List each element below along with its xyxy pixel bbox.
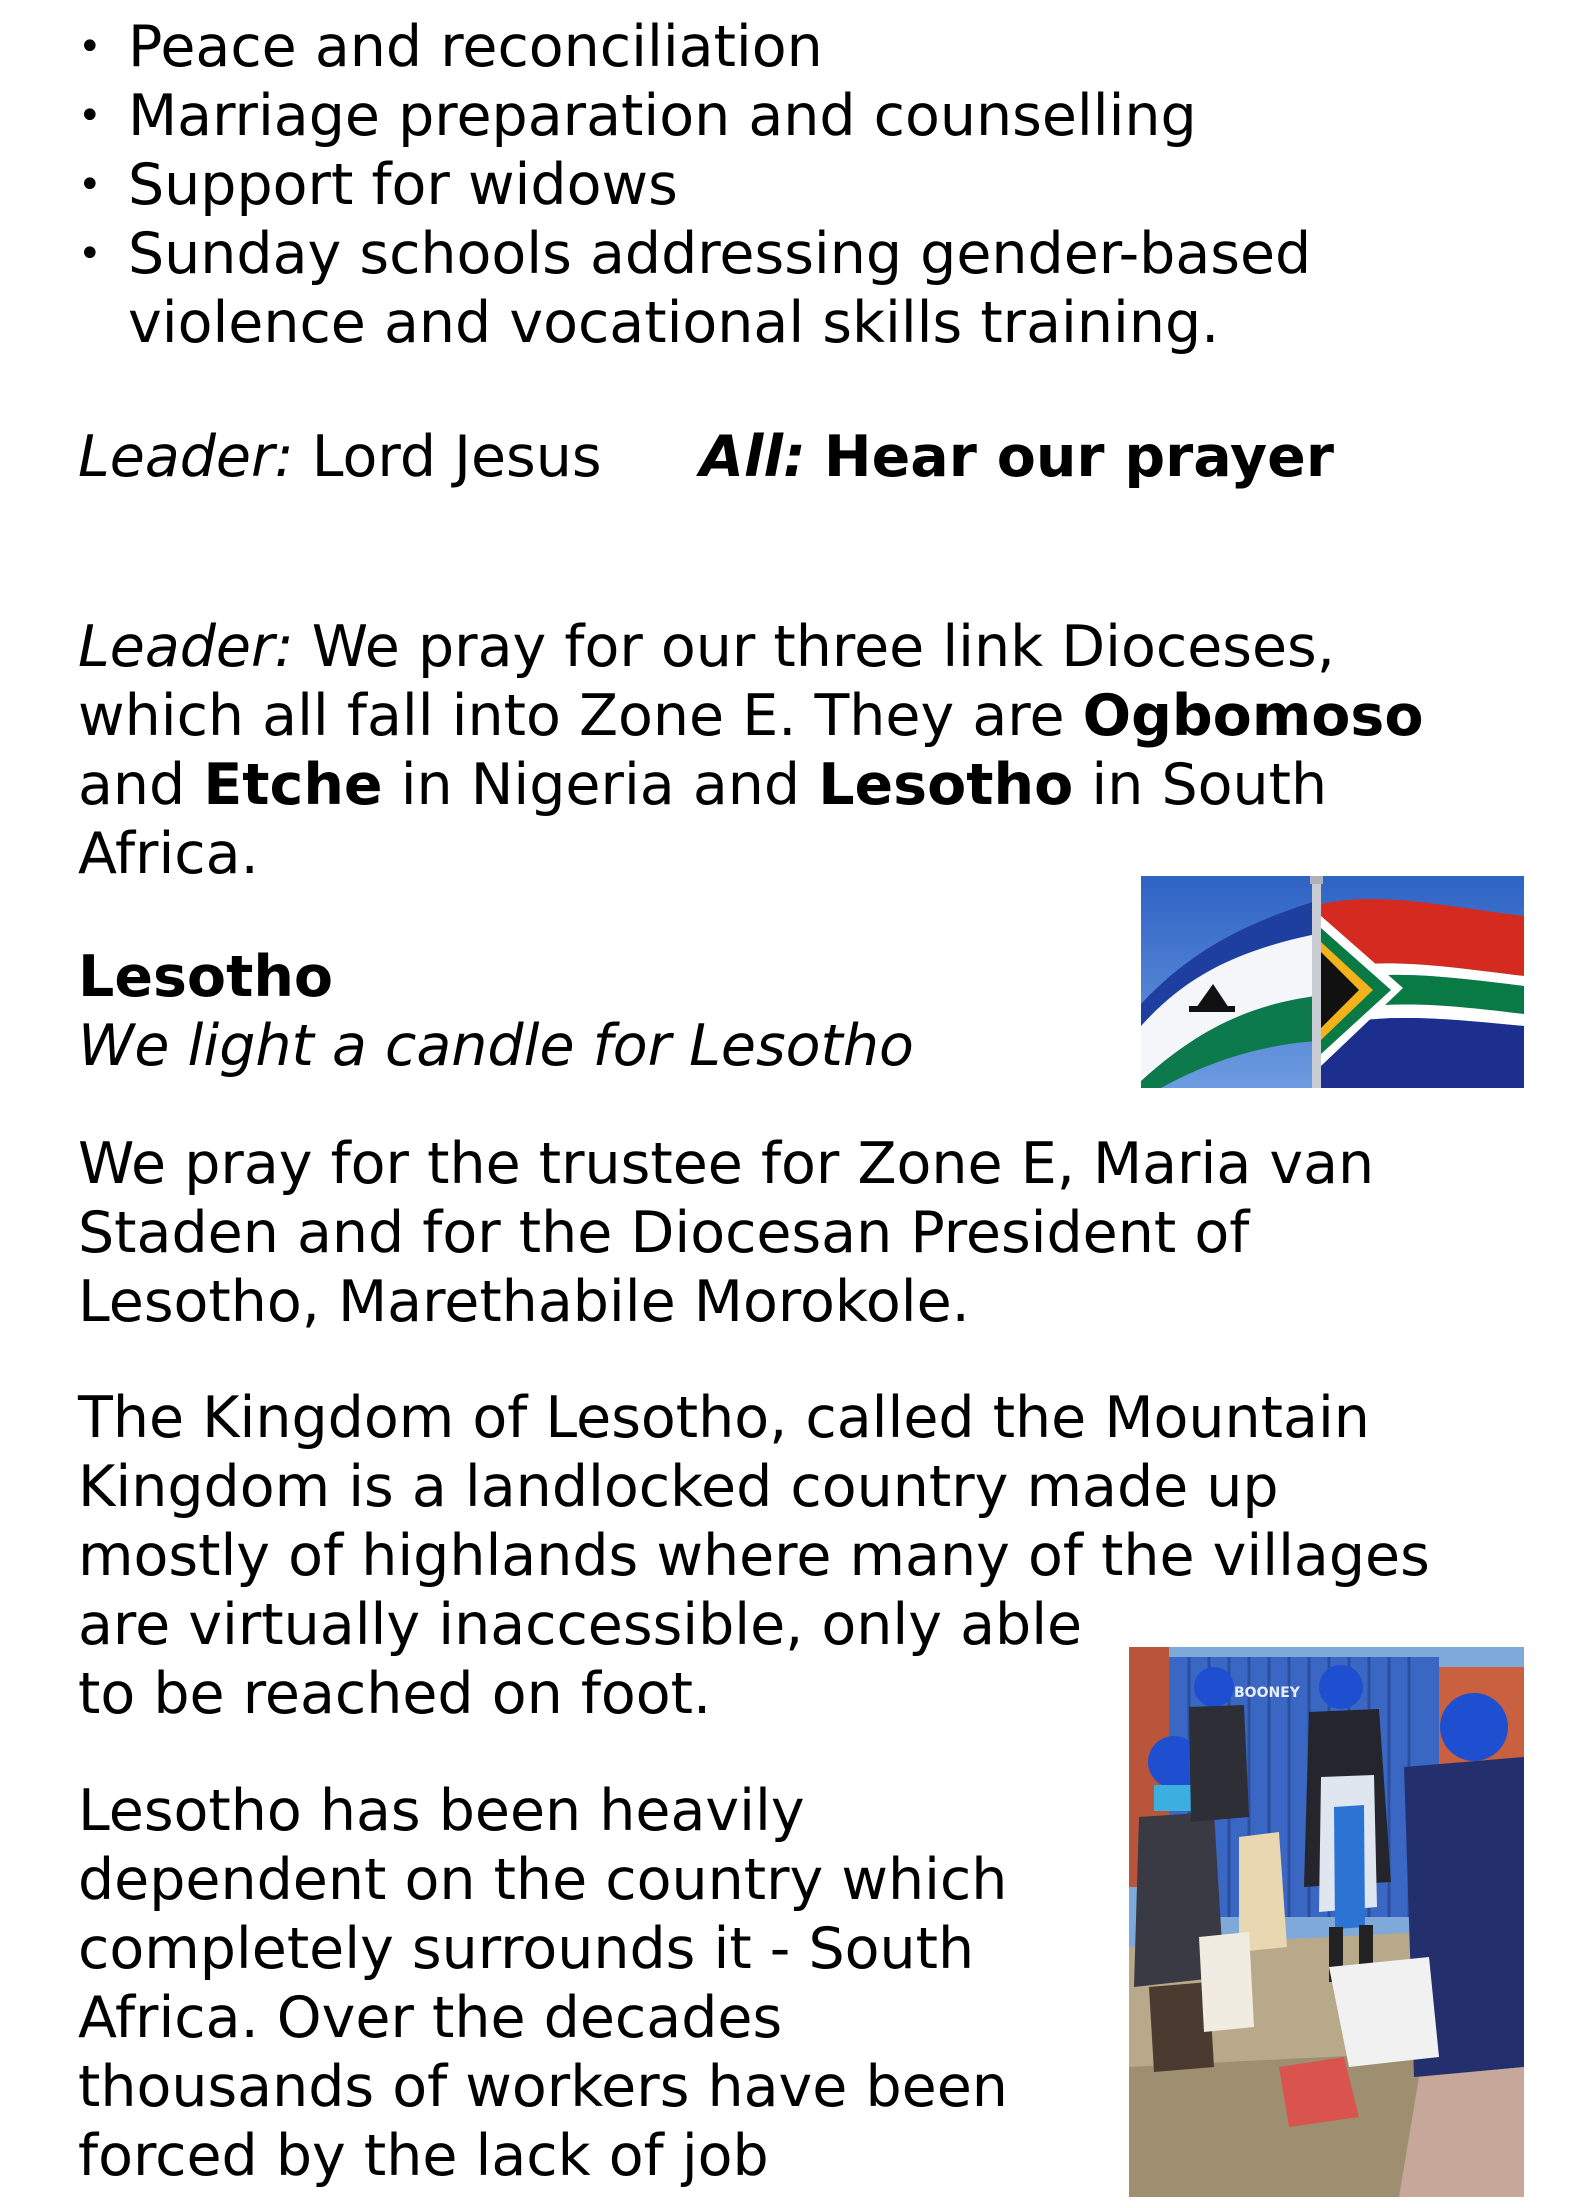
kingdom-para-line: The Kingdom of Lesotho, called the Mountain — [78, 1385, 1370, 1451]
dependence-para-line: Lesotho has been heavily — [78, 1778, 805, 1844]
intercession-text: in South — [1073, 752, 1328, 818]
kingdom-para-line: mostly of highlands where many of the villages — [78, 1523, 1430, 1589]
all-response-text: Hear our prayer — [823, 424, 1334, 490]
bullet-item — [78, 220, 1311, 358]
intercession-text: and — [78, 752, 204, 818]
diocese-lesotho: Lesotho — [818, 752, 1074, 818]
intercession-text: in Nigeria and — [382, 752, 819, 818]
candle-line: We light a candle for Lesotho — [78, 1013, 914, 1079]
intercession-text: We pray for our three link Dioceses, — [311, 614, 1335, 680]
kingdom-para-line: to be reached on foot. — [78, 1661, 712, 1727]
kingdom-para-line: Kingdom is a landlocked country made up — [78, 1454, 1279, 1520]
trustee-para-line: Lesotho, Marethabile Morokole. — [78, 1269, 970, 1335]
flags-photo — [1141, 876, 1524, 1088]
intercession-line-2 — [78, 682, 1423, 751]
container-banner-text: BOONEY — [1234, 1685, 1300, 1701]
intercession-text: which all fall into Zone E. They are — [78, 683, 1083, 749]
bullet-text: Support for widows — [128, 152, 678, 218]
bullet-item — [78, 151, 1311, 220]
diocese-ogbomoso: Ogbomoso — [1082, 683, 1424, 749]
trustee-para-line: We pray for the trustee for Zone E, Maria van — [78, 1131, 1375, 1197]
dependence-para-line: Africa. Over the decades — [78, 1985, 783, 2051]
mothers-union-women-photo — [1129, 1647, 1524, 2197]
bullet-item — [78, 13, 1311, 82]
diocese-etche: Etche — [203, 752, 383, 818]
leader-text: Lord Jesus — [311, 424, 602, 490]
section-heading-lesotho: Lesotho — [78, 944, 334, 1010]
intercession-line-1 — [78, 613, 1335, 682]
intercession-line-4 — [78, 820, 259, 889]
response-line — [78, 423, 1334, 492]
trustee-para-line: Staden and for the Diocesan President of — [78, 1200, 1250, 1266]
bullet-text: Marriage preparation and counselling — [128, 83, 1197, 149]
dependence-para-line: dependent on the country which — [78, 1847, 1008, 1913]
bullet-item — [78, 82, 1311, 151]
bullet-text: Peace and reconciliation — [128, 14, 823, 80]
bullet-text: • Sunday schools addressing gender-based — [128, 221, 1312, 287]
intercession-line-3 — [78, 751, 1327, 820]
intercession-text: Africa. — [78, 821, 259, 887]
kingdom-para-line: are virtually inaccessible, only able — [78, 1592, 1083, 1658]
all-label: All: — [699, 424, 806, 490]
dependence-para-line: thousands of workers have been — [78, 2054, 1008, 2120]
leader-label: Leader: — [78, 614, 294, 680]
dependence-para-line: forced by the lack of job — [78, 2123, 769, 2189]
bullet-text-continued: violence and vocational skills training. — [128, 290, 1220, 356]
dependence-para-line: completely surrounds it - South — [78, 1916, 975, 1982]
leader-label: Leader: — [78, 424, 294, 490]
ministry-bullet-list — [78, 13, 1311, 358]
